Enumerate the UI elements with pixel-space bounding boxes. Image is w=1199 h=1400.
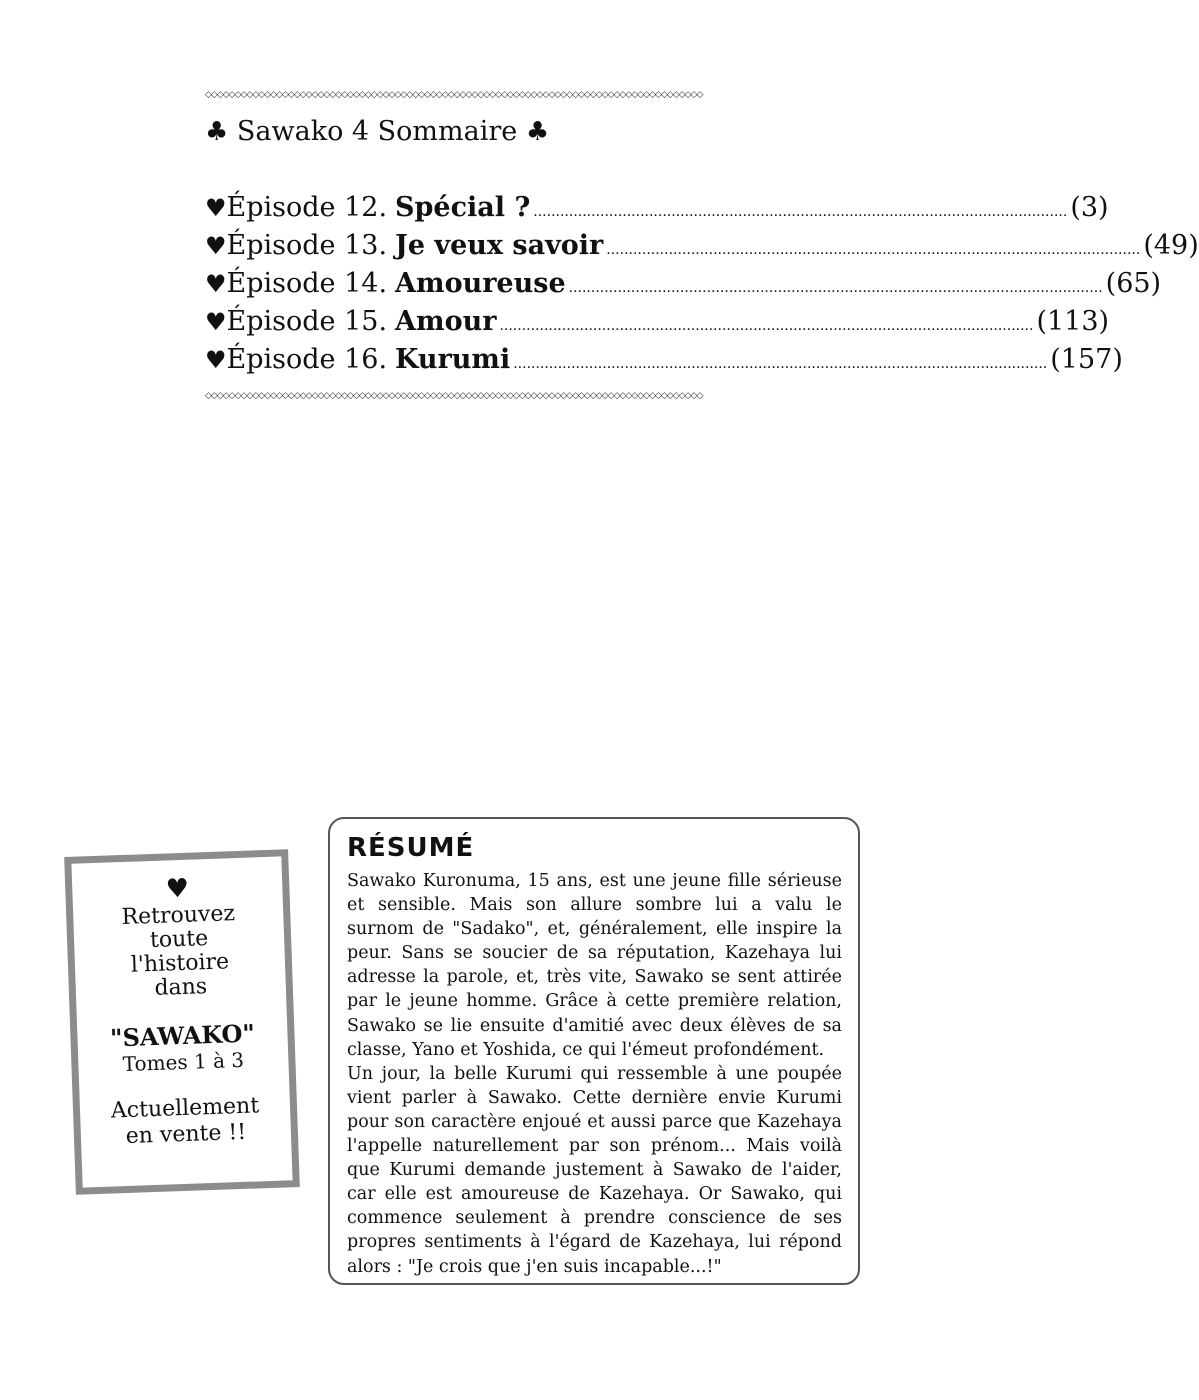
toc-page-number: (49) bbox=[1143, 230, 1199, 261]
heart-icon: ♥ bbox=[205, 270, 227, 298]
toc-entry bbox=[205, 341, 1123, 379]
leader-dots: ........................................................................................................................ bbox=[533, 204, 1068, 220]
toc-episode-number: Épisode 15. bbox=[226, 306, 388, 337]
toc-title-line bbox=[205, 112, 549, 152]
toc-episode-title: Je veux savoir bbox=[395, 230, 604, 261]
promo-volumes: Tomes 1 à 3 bbox=[122, 1047, 245, 1077]
toc-page-number: (3) bbox=[1070, 192, 1109, 223]
heart-icon: ♥ bbox=[205, 346, 227, 374]
club-icon: ♣ bbox=[525, 117, 550, 147]
toc-episode-number: Épisode 13. bbox=[226, 230, 388, 261]
toc-page-number: (157) bbox=[1050, 344, 1123, 375]
summary-body bbox=[347, 869, 842, 1279]
heart-icon: ♥ bbox=[165, 873, 190, 905]
leader-dots: ........................................................................................................................ bbox=[568, 280, 1103, 296]
summary-box bbox=[328, 817, 860, 1285]
toc-title: Sawako 4 Sommaire bbox=[236, 116, 518, 147]
summary-paragraph: Sawako Kuronuma, 15 ans, est une jeune fille sérieuse et sensible. Mais son allure sombre lui a valu le surnom de "Sadako", et, généralement, elle inspire la peur. Sans se soucier de sa réputation, Kazehaya lui adresse la parole, et, très vite, Sawako se sent attirée par le jeune homme. Grâce à cette première relation, Sawako se lie ensuite d'amitié avec deux élèves de sa classe, Yano et Yoshida, ce qui l'émeut profondément. bbox=[347, 871, 842, 1060]
decorative-rule-top: ◇◇◇◇◇◇◇◇◇◇◇◇◇◇◇◇◇◇◇◇◇◇◇◇◇◇◇◇◇◇◇◇◇◇◇◇◇◇◇◇◇◇◇◇◇◇◇◇◇◇◇◇◇◇◇◇◇◇◇◇◇◇◇◇◇◇◇◇◇◇◇◇◇◇◇◇◇◇◇◇◇◇◇◇ bbox=[205, 90, 703, 100]
heart-icon: ♥ bbox=[205, 308, 227, 336]
toc-episode-number: Épisode 16. bbox=[226, 344, 388, 375]
promo-line: Actuellement bbox=[110, 1093, 260, 1124]
promo-sale-text bbox=[80, 1092, 292, 1151]
promo-line: l'histoire bbox=[130, 949, 230, 978]
promo-line: en vente !! bbox=[125, 1119, 247, 1150]
leader-dots: ........................................................................................................................ bbox=[513, 356, 1048, 372]
decorative-rule-bottom: ◇◇◇◇◇◇◇◇◇◇◇◇◇◇◇◇◇◇◇◇◇◇◇◇◇◇◇◇◇◇◇◇◇◇◇◇◇◇◇◇◇◇◇◇◇◇◇◇◇◇◇◇◇◇◇◇◇◇◇◇◇◇◇◇◇◇◇◇◇◇◇◇◇◇◇◇◇◇◇◇◇◇◇◇ bbox=[205, 391, 703, 401]
toc-episode-title: Kurumi bbox=[395, 344, 511, 375]
promo-line: toute bbox=[149, 926, 209, 954]
toc-entry bbox=[205, 189, 1109, 227]
toc-page-number: (65) bbox=[1105, 268, 1162, 299]
toc-page-number: (113) bbox=[1036, 306, 1110, 337]
promo-series-title: "SAWAKO" bbox=[109, 1018, 256, 1053]
summary-paragraph: Un jour, la belle Kurumi qui ressemble à une poupée vient parler à Sawako. Cette dernière envie Kurumi pour son caractère enjoué et aussi parce que Kazehaya l'appelle naturellement par son prénom... Mais voilà que Kurumi demande justement à Sawako de l'aider, car elle est amoureuse de Kazehaya. Or Sawako, qui commence seulement à prendre conscience de ses propres sentiments à l'égard de Kazehaya, lui répond alors : "Je crois que j'en suis incapable...!" bbox=[347, 1063, 842, 1277]
summary-title: RÉSUMÉ bbox=[347, 833, 475, 863]
promo-text bbox=[73, 900, 286, 1003]
toc-entry bbox=[205, 303, 1110, 341]
promo-box bbox=[64, 849, 300, 1195]
promo-line: dans bbox=[154, 974, 208, 1001]
toc-episode-number: Épisode 12. bbox=[226, 192, 388, 223]
leader-dots: ........................................................................................................................ bbox=[499, 318, 1034, 334]
heart-icon: ♥ bbox=[205, 194, 227, 222]
toc-episode-title: Amour bbox=[395, 306, 497, 337]
toc-episode-title: Amoureuse bbox=[395, 268, 566, 299]
toc-episode-number: Épisode 14. bbox=[226, 268, 388, 299]
leader-dots: ........................................................................................................................ bbox=[606, 242, 1141, 258]
toc-entry bbox=[205, 227, 1199, 265]
toc-entry bbox=[205, 265, 1162, 303]
toc-list bbox=[205, 189, 1199, 379]
club-icon: ♣ bbox=[205, 117, 229, 147]
toc-episode-title: Spécial ? bbox=[395, 192, 531, 223]
promo-line: Retrouvez bbox=[121, 901, 236, 931]
heart-icon: ♥ bbox=[205, 232, 227, 260]
